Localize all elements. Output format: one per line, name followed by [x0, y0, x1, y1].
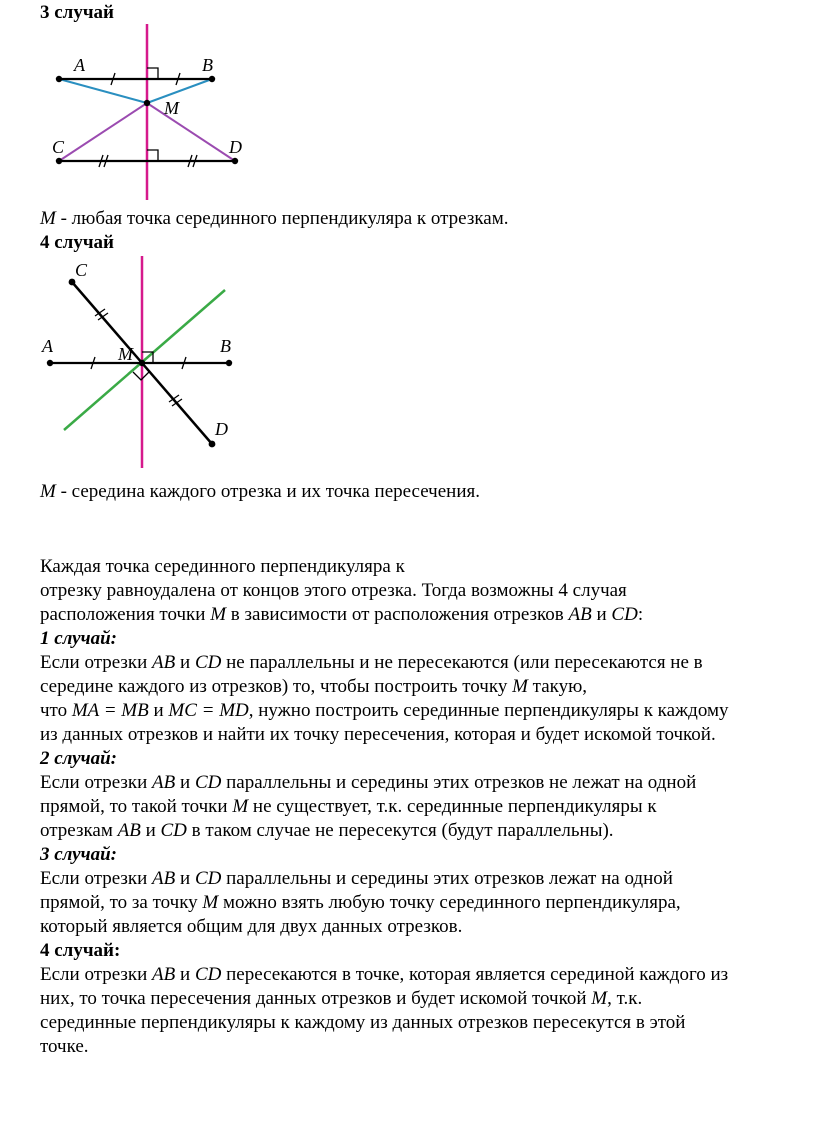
case2-line-2: прямой, то такой точки M не существует, т.к. серединные перпендикуляры к [40, 796, 657, 817]
case2-line-1: Если отрезки AB и CD параллельны и середины этих отрезков не лежат на одной [40, 772, 697, 793]
segment-dm [147, 103, 235, 161]
point-a [47, 360, 53, 366]
caption-point: M [40, 481, 56, 502]
case4-title: 4 случай: [40, 940, 121, 961]
label-d: D [215, 419, 228, 439]
case1-title: 1 случай: [40, 628, 117, 649]
case3-line-2: прямой, то за точку M можно взять любую точку серединного перпендикуляра, [40, 892, 681, 913]
point-d [209, 441, 216, 448]
case4-heading: 4 случай [40, 232, 115, 253]
label-a: A [42, 336, 53, 356]
caption-text: - середина каждого отрезка и их точка пересечения. [55, 481, 480, 502]
case2-title: 2 случай: [40, 748, 117, 769]
label-m: M [118, 344, 133, 364]
intro-line-3: расположения точки M в зависимости от расположения отрезков AB и CD: [40, 604, 644, 625]
case3-diagram [40, 18, 280, 203]
segment-am [59, 79, 147, 103]
case4-caption [40, 481, 480, 503]
explanation-block [40, 555, 812, 1059]
label-b: B [220, 336, 231, 356]
segment-bm [147, 79, 212, 103]
label-c: C [52, 137, 65, 157]
case3-caption [40, 208, 509, 230]
point-b [209, 76, 215, 82]
right-angle-mark-ab [147, 68, 158, 79]
case4-diagram [40, 252, 260, 472]
point-m [139, 360, 145, 366]
case1-line-2: середине каждого из отрезков) то, чтобы построить точку M такую, [40, 676, 588, 697]
case3-title: 3 случай: [40, 844, 117, 865]
point-m [144, 100, 150, 106]
label-c: C [75, 260, 88, 280]
case1-line-1: Если отрезки AB и CD не параллельны и не пересекаются (или пересекаются не в [40, 652, 703, 673]
case3-line-1: Если отрезки AB и CD параллельны и середины этих отрезков лежат на одной [40, 868, 673, 889]
case4-line-1: Если отрезки AB и CD пересекаются в точке, которая является серединой каждого из [40, 964, 729, 985]
segment-cm [59, 103, 147, 161]
case4-line-3: серединные перпендикуляры к каждому из данных отрезков пересекутся в этой [40, 1012, 686, 1033]
case1-line-3: что MA = MB и MC = MD, нужно построить серединные перпендикуляры к каждому [40, 700, 729, 721]
case4-line-4: точке. [40, 1036, 89, 1057]
label-d: D [229, 137, 242, 157]
case3-heading: 3 случай [40, 2, 115, 23]
point-a [56, 76, 62, 82]
case3-line-3: который является общим для двух данных отрезков. [40, 916, 463, 937]
caption-text: - любая точка серединного перпендикуляра к отрезкам. [55, 208, 509, 229]
point-b [226, 360, 232, 366]
point-d [232, 158, 238, 164]
intro-line-1: Каждая точка серединного перпендикуляра к [40, 556, 405, 577]
case2-line-3: отрезкам AB и CD в таком случае не пересекутся (будут параллельны). [40, 820, 614, 841]
case4-line-2: них, то точка пересечения данных отрезков и будет искомой точкой M, т.к. [40, 988, 643, 1009]
label-a: A [74, 55, 85, 75]
label-m: M [164, 98, 179, 118]
label-b: B [202, 55, 213, 75]
right-angle-mark-cd [147, 150, 158, 161]
intro-line-2: отрезку равноудалена от концов этого отрезка. Тогда возможны 4 случая [40, 580, 627, 601]
caption-point: M [40, 208, 56, 229]
bisector-line [64, 290, 225, 430]
point-c [56, 158, 62, 164]
case1-line-4: из данных отрезков и найти их точку пересечения, которая и будет искомой точкой. [40, 724, 716, 745]
